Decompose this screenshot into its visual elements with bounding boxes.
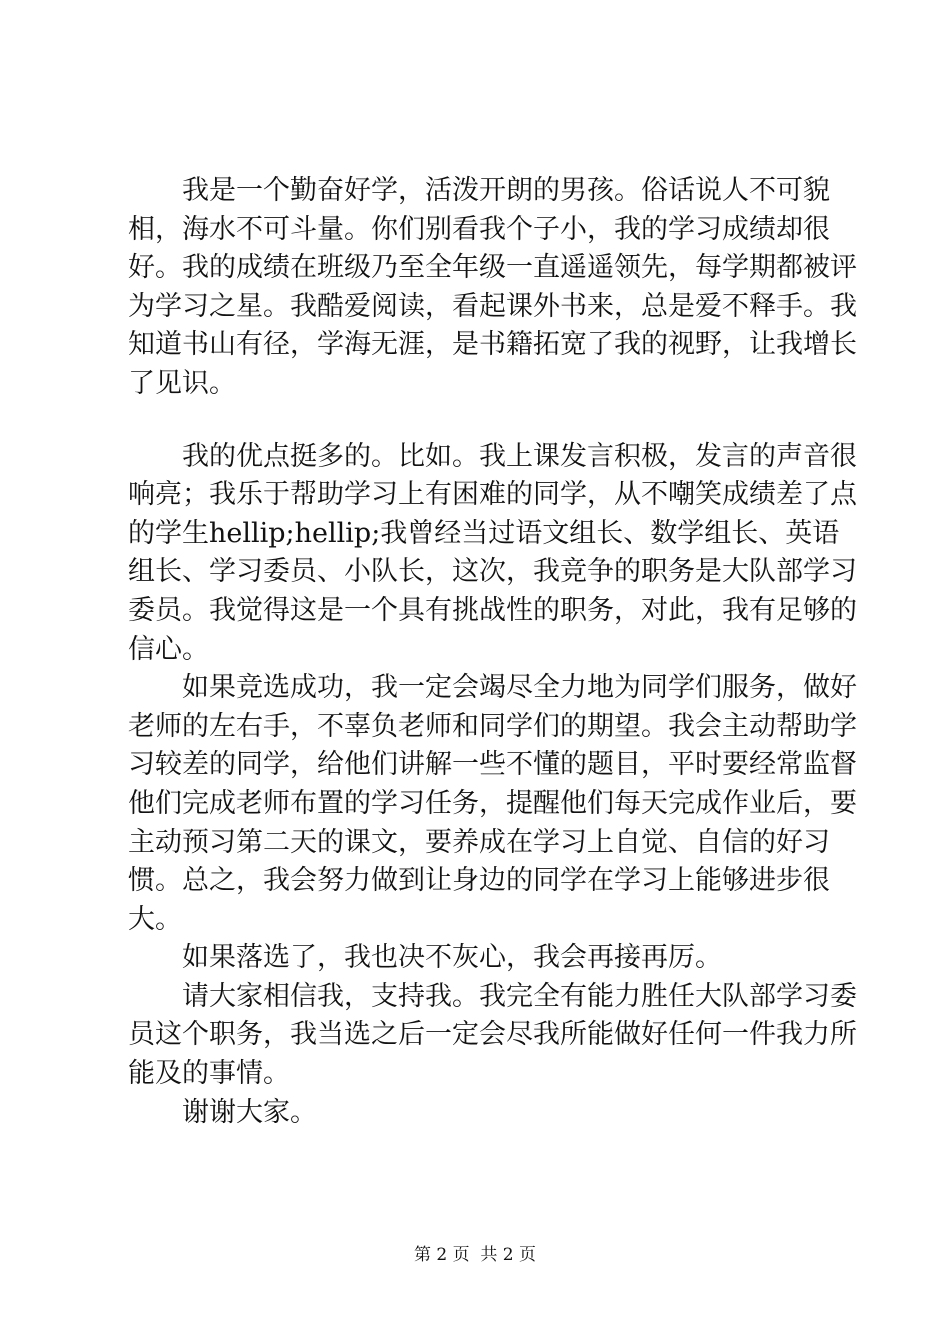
paragraph-if-elected: 如果竞选成功，我一定会竭尽全力地为同学们服务，做好老师的左右手，不辜负老师和同学们的期望。我会主动帮助学习较差的同学，给他们讲解一些不懂的题目，平时要经常监督他们完成老师布置的学习任务，提醒他们每天完成作业后，要主动预习第二天的课文，要养成在学习上自觉、自信的好习惯。总之，我会努力做到让身边的同学在学习上能够进步很大。 — [128, 672, 857, 935]
paragraph-if-not-elected: 如果落选了，我也决不灰心，我会再接再厉。 — [182, 942, 722, 974]
paragraph-gap — [128, 404, 858, 438]
paragraph-appeal: 请大家相信我，支持我。我完全有能力胜任大队部学习委员这个职务，我当选之后一定会尽我所能做好任何一件我力所能及的事情。 — [128, 980, 857, 1090]
paragraph-strengths: 我的优点挺多的。比如。我上课发言积极，发言的声音很响亮；我乐于帮助学习上有困难的同学，从不嘲笑成绩差了点的学生hellip;hellip;我曾经当过语文组长、数学组长、英语组长、学习委员、小队长，这次，我竞争的职务是大队部学习委员。我觉得这是一个具有挑战性的职务，对此，我有足够的信心。 — [128, 440, 857, 665]
page-footer — [0, 1244, 950, 1266]
document-body — [128, 172, 858, 1132]
paragraph-intro: 我是一个勤奋好学，活泼开朗的男孩。俗话说人不可貌相，海水不可斗量。你们别看我个子小，我的学习成绩却很好。我的成绩在班级乃至全年级一直遥遥领先，每学期都被评为学习之星。我酷爱阅读，看起课外书来，总是爱不释手。我知道书山有径，学海无涯，是书籍拓宽了我的视野，让我增长了见识。 — [128, 175, 857, 399]
paragraph-thanks: 谢谢大家。 — [182, 1096, 317, 1128]
page-number-label: 第 2 页 共 2 页 — [413, 1245, 537, 1265]
